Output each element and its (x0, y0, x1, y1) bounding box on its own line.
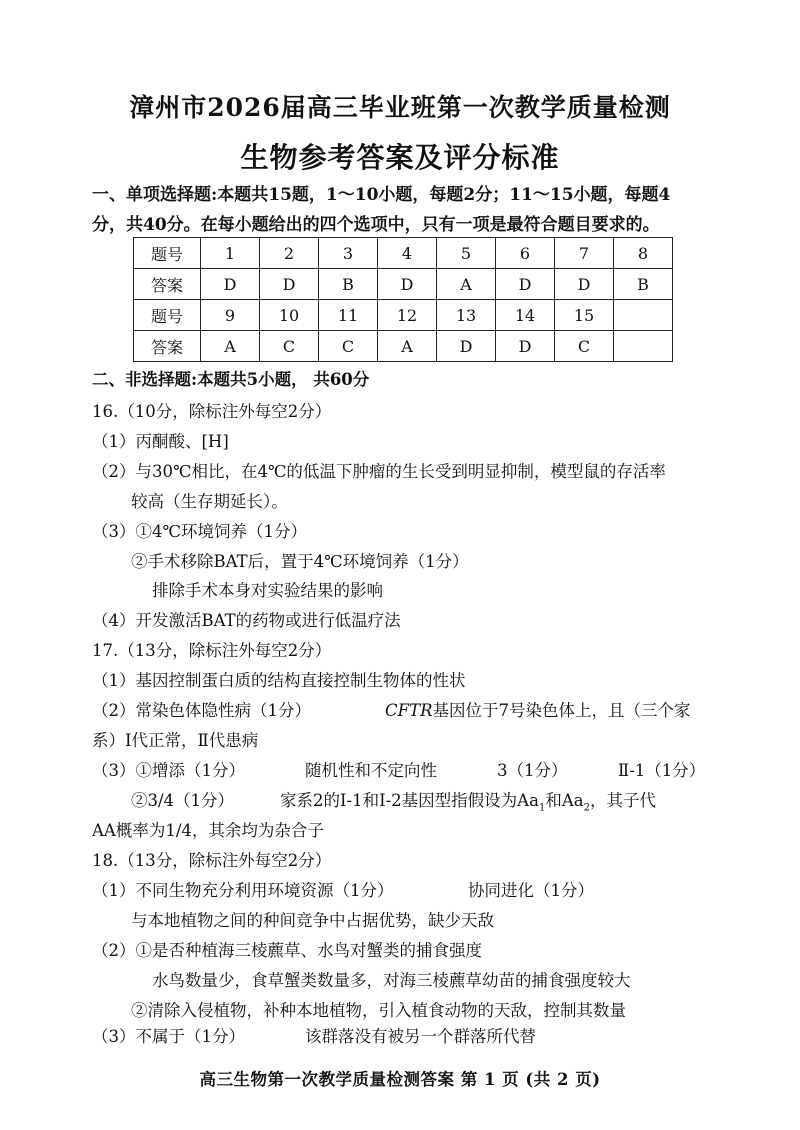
subscript: 2 (583, 802, 590, 814)
q17-part2-reason-text: 基因位于7号染色体上，且（三个家 (432, 701, 691, 720)
q17-part3-a4: Ⅱ-1（1分） (618, 761, 706, 780)
q16-part2-line2: 较高（生存期延长）。 (131, 492, 288, 511)
answer-cell: B (614, 269, 673, 300)
q17-part2-line1: （2）常染色体隐性病（1分） (92, 701, 311, 720)
q16-part3-line3: 排除手术本身对实验结果的影响 (152, 581, 383, 600)
answer-cell: A (201, 331, 260, 362)
q18-part2-b: 水鸟数量少，食草蟹类数量多，对海三棱藨草幼苗的捕食强度较大 (152, 971, 631, 990)
answer-cell: C (319, 331, 378, 362)
table-row-questions-2 (134, 300, 673, 331)
q18-part2-c: ②清除入侵植物，补种本地植物，引入植食动物的天敌，控制其数量 (131, 1001, 626, 1020)
answer-cell: C (555, 331, 614, 362)
q17-genotype-text: 家系2的Ⅰ-1和Ⅰ-2基因型指假设为Aa (280, 791, 539, 810)
q17-part2-reason (385, 697, 691, 721)
section1-instructions (92, 180, 762, 240)
answer-cell: D (496, 331, 555, 362)
exam-title: 漳州市2026届高三毕业班第一次教学质量检测 (129, 93, 671, 122)
row-label: 答案 (134, 269, 201, 300)
question-number: 6 (496, 238, 555, 269)
answer-cell: D (437, 331, 496, 362)
q16-heading: 16.（10分，除标注外每空2分） (92, 402, 332, 421)
q17-part3-a1: （3）①增添（1分） (92, 761, 245, 780)
subscript: 1 (538, 802, 546, 814)
q18-part1-c: 与本地植物之间的种间竞争中占据优势，缺少天敌 (131, 911, 494, 930)
q16-part3-line2: ②手术移除BAT后，置于4℃环境饲养（1分） (131, 552, 469, 571)
question-number (614, 300, 673, 331)
q18-heading: 18.（13分，除标注外每空2分） (92, 851, 332, 870)
section2-heading: 二、非选择题:本题共5小题， 共60分 (92, 370, 370, 389)
q18-part3-b: 该群落没有被另一个群落所代替 (305, 1027, 536, 1046)
answer-cell: C (260, 331, 319, 362)
question-number: 8 (614, 238, 673, 269)
q17-part1: （1）基因控制蛋白质的结构直接控制生物体的性状 (92, 671, 466, 690)
q17-genotype-mid: 和Aa (545, 791, 584, 810)
q16-part2-line1: （2）与30℃相比，在4℃的低温下肿瘤的生长受到明显抑制，模型鼠的存活率 (92, 462, 666, 481)
question-number: 11 (319, 300, 378, 331)
page-footer: 高三生物第一次教学质量检测答案 第 1 页 (共 2 页) (199, 1070, 601, 1089)
q17-part3-c: AA概率为1/4，其余均为杂合子 (92, 821, 324, 840)
question-number: 1 (201, 238, 260, 269)
question-number: 5 (437, 238, 496, 269)
table-row-answers-1 (134, 269, 673, 300)
question-number: 14 (496, 300, 555, 331)
answer-table (133, 237, 673, 362)
answer-cell: D (201, 269, 260, 300)
q16-part4: （4）开发激活BAT的药物或进行低温疗法 (92, 611, 401, 630)
q17-genotype-end: ，其子代 (589, 791, 656, 810)
row-label: 题号 (134, 300, 201, 331)
section1-line2: 分，共40分。在每小题给出的四个选项中，只有一项是最符合题目要求的。 (92, 215, 660, 235)
q18-part1-a: （1）不同生物充分利用环境资源（1分） (92, 881, 394, 900)
q16-part1: （1）丙酮酸、[H] (92, 432, 229, 451)
section1-line1: 一、单项选择题:本题共15题，1～10小题，每题2分；11～15小题，每题4 (92, 185, 671, 205)
answer-cell: D (496, 269, 555, 300)
answer-cell (614, 331, 673, 362)
question-number: 9 (201, 300, 260, 331)
row-label: 题号 (134, 238, 201, 269)
q17-part3-a3: 3（1分） (497, 761, 568, 780)
question-number: 7 (555, 238, 614, 269)
q16-part3-line1: （3）①4℃环境饲养（1分） (92, 522, 307, 541)
question-number: 10 (260, 300, 319, 331)
document-subtitle: 生物参考答案及评分标准 (240, 141, 560, 174)
answer-cell: D (555, 269, 614, 300)
q18-part1-b: 协同进化（1分） (468, 881, 594, 900)
question-number: 4 (378, 238, 437, 269)
table-row-answers-2 (134, 331, 673, 362)
question-number: 15 (555, 300, 614, 331)
question-number: 2 (260, 238, 319, 269)
answer-cell: D (260, 269, 319, 300)
q18-part3-a: （3）不属于（1分） (92, 1027, 245, 1046)
answer-cell: A (378, 331, 437, 362)
q17-part3-b1: ②3/4（1分） (131, 791, 235, 810)
q17-part3-a2: 随机性和不定向性 (305, 761, 437, 780)
table-row-questions-1 (134, 238, 673, 269)
q17-part2-line2: 系）Ⅰ代正常，Ⅱ代患病 (92, 731, 259, 750)
q18-part2-a: （2）①是否种植海三棱藨草、水鸟对蟹类的捕食强度 (92, 941, 482, 960)
answer-cell: A (437, 269, 496, 300)
question-number: 3 (319, 238, 378, 269)
row-label: 答案 (134, 331, 201, 362)
q17-part3-b2 (280, 787, 656, 813)
gene-name: CFTR (385, 701, 433, 720)
answer-cell: B (319, 269, 378, 300)
question-number: 13 (437, 300, 496, 331)
q17-heading: 17.（13分，除标注外每空2分） (92, 641, 332, 660)
question-number: 12 (378, 300, 437, 331)
answer-cell: D (378, 269, 437, 300)
